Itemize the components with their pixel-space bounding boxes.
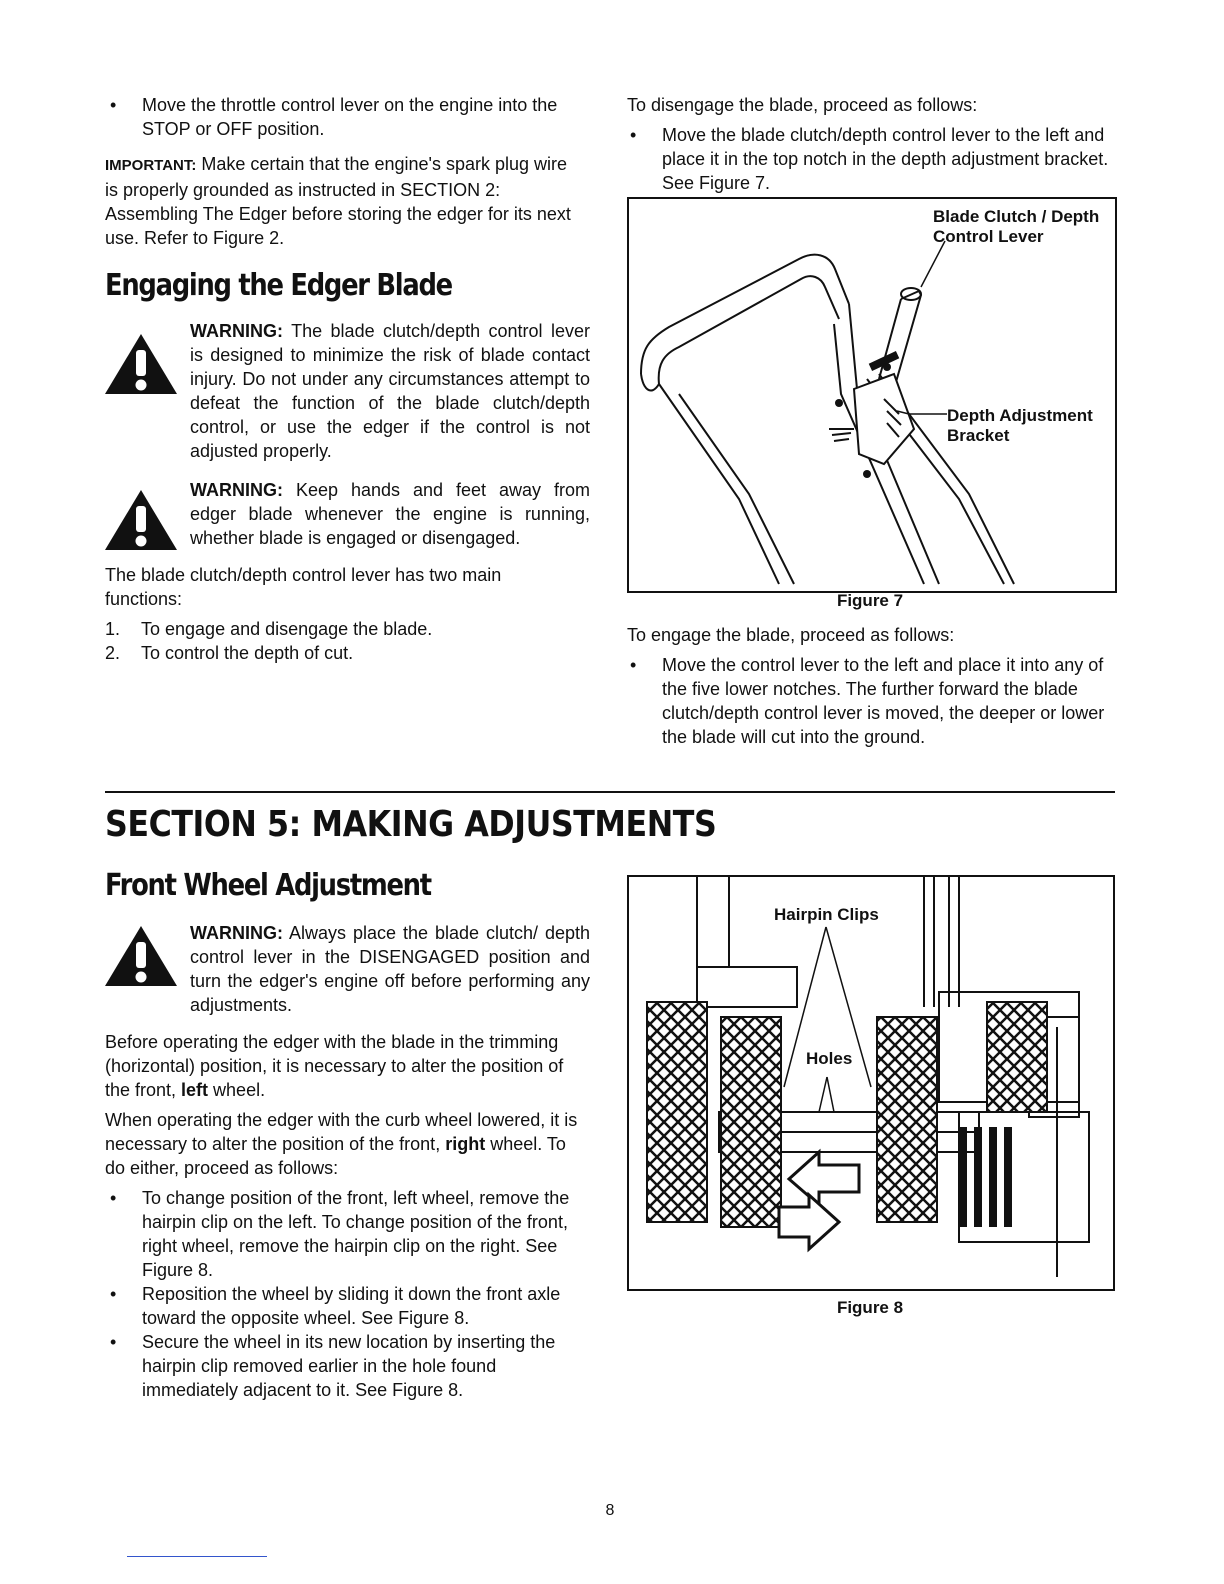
important-text: Make certain that the engine's spark plug wire is properly grounded as instructed in SECTION 2: Assembling The Edger before storing the edger for its next use. Refer to Figure 2. <box>105 154 571 248</box>
wheel-bullet-3 <box>110 1330 590 1402</box>
warning-label: WARNING: <box>190 480 283 500</box>
figure-8-label-holes: Holes <box>806 1049 853 1068</box>
important-label: IMPORTANT: <box>105 157 197 174</box>
warning-label: WARNING: <box>190 923 283 943</box>
figure-8 <box>627 875 1115 1291</box>
disengage-bullet <box>630 123 1115 195</box>
warning-label: WARNING: <box>190 321 283 341</box>
front-wheel-heading: Front Wheel Adjustment <box>105 868 431 903</box>
figure-7 <box>627 197 1117 593</box>
warning-triangle-icon <box>103 332 179 396</box>
important-note <box>105 152 585 250</box>
engage-bullet-text: Move the control lever to the left and place it into any of the five lower notches. The further forward the blade clutch/depth control lever is moved, the deeper or lower the blade will cut into the ground. <box>662 655 1105 747</box>
wheel-bullet-text: Secure the wheel in its new location by inserting the hairpin clip removed earlier in the hole found immediately adjacent to it. See Figure 8. <box>142 1332 556 1400</box>
warning-blade-contact <box>190 319 590 463</box>
wheel-bullet-text: Reposition the wheel by sliding it down the front axle toward the opposite wheel. See Figure 8. <box>142 1284 561 1328</box>
disengage-bullet-text: Move the blade clutch/depth control lever to the left and place it in the top notch in the depth adjustment bracket. See Figure 7. <box>662 125 1109 193</box>
warning-triangle-icon <box>103 924 179 988</box>
bullet-dot: • <box>630 655 637 675</box>
engage-bullet <box>630 653 1115 749</box>
throttle-bullet-text: Move the throttle control lever on the engine into the STOP or OFF position. <box>142 95 558 139</box>
figure-8-caption: Figure 8 <box>836 1298 904 1317</box>
front-wheels-axle-illustration <box>629 877 1113 1289</box>
functions-list <box>105 617 585 665</box>
list-item: 2. To control the depth of cut. <box>105 643 354 663</box>
paragraph-right-wheel: When operating the edger with the curb wheel lowered, it is necessary to alter the position of the front, right wheel. To do either, proceed as follows: <box>105 1110 578 1178</box>
engaging-heading: Engaging the Edger Blade <box>105 268 452 303</box>
functions-intro: The blade clutch/depth control lever has two main functions: <box>105 565 502 609</box>
figure-7-caption: Figure 7 <box>836 591 904 610</box>
warning-triangle-icon <box>103 488 179 552</box>
warning-hands-feet <box>190 478 590 550</box>
warning-text: Keep hands and feet away from edger blade whenever the engine is running, whether blade is engaged or disengaged. <box>190 480 590 548</box>
bullet-dot: • <box>630 125 637 145</box>
wheel-bullet-2 <box>110 1282 590 1330</box>
edger-handle-lever-illustration <box>629 199 1115 591</box>
disengage-intro: To disengage the blade, proceed as follows: <box>627 95 978 115</box>
footer-link-underline <box>127 1556 267 1557</box>
wheel-bullet-text: To change position of the front, left wheel, remove the hairpin clip on the left. To change position of the front, right wheel, remove the hairpin clip on the right. See Figure 8. <box>142 1188 570 1280</box>
paragraph-left-wheel: Before operating the edger with the blade in the trimming (horizontal) position, it is necessary to alter the position of the front, left wheel. <box>105 1032 564 1100</box>
bullet-dot: • <box>110 1188 117 1208</box>
wheel-bullet-1 <box>110 1186 590 1282</box>
warning-disengaged <box>190 921 590 1017</box>
page-number: 8 <box>605 1502 615 1519</box>
bullet-dot: • <box>110 1332 117 1352</box>
warning-text: Always place the blade clutch/ depth control lever in the DISENGAGED position and turn the edger's engine off before performing any adjustments. <box>190 923 590 1015</box>
list-item: 1. To engage and disengage the blade. <box>105 619 433 639</box>
section-5-heading: SECTION 5: MAKING ADJUSTMENTS <box>105 804 717 845</box>
warning-text: The blade clutch/depth control lever is designed to minimize the risk of blade contact injury. Do not under any circumstances attempt to defeat the function of the blade clutch/depth control, or use the edger if the control is not adjusted properly. <box>190 321 590 461</box>
bullet-dot: • <box>110 1284 117 1304</box>
section-divider <box>105 791 1115 793</box>
engage-intro: To engage the blade, proceed as follows: <box>627 625 955 645</box>
figure-8-label-hairpin-clips: Hairpin Clips <box>774 905 879 924</box>
throttle-bullet <box>110 93 580 141</box>
bullet-dot: • <box>110 95 117 115</box>
figure-7-label-lever: Blade Clutch / Depth Control Lever <box>933 207 1100 246</box>
figure-7-label-bracket: Depth Adjustment Bracket <box>947 406 1093 445</box>
